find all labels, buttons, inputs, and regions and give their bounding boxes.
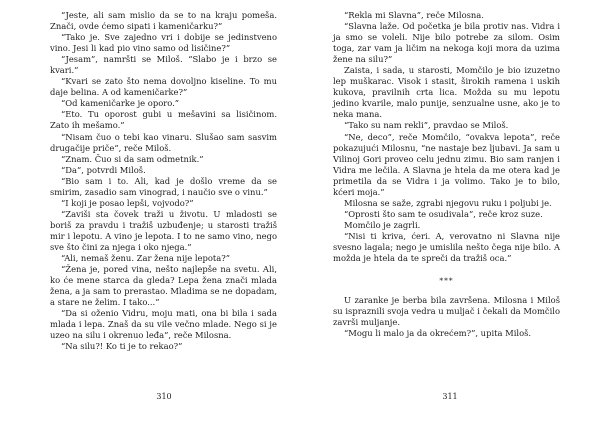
paragraph: “Nisi ti kriva, ćeri. A, verovatno ni Slavna nije svesno lagala; nego je umislila nešto čega nije bilo. A možda je htela da te spreči da tražiš oca.”: [333, 230, 560, 264]
section-separator: ***: [439, 276, 454, 286]
paragraph: “Nisam čuo o tebi kao vinaru. Slušao sam sasvim drugačije priče”, reče Miloš.: [50, 131, 277, 153]
paragraph: “Bio sam i to. Ali, kad je došlo vreme da se smirim, zasadio sam vinograd, i naučio sve o vinu.”: [50, 175, 277, 197]
paragraph: “I koji je posao lepši, vojvodo?”: [61, 197, 194, 208]
paragraph: Zaista, i sada, u starosti, Momčilo je bio izuzetno lep muškarac. Visok i stasit, širokih ramena i uskih kukova, pravilnih crta lica. Možda su mu lepotu jedino kvarile, malo punije, senzualne usne, ako je to neka mana.: [333, 65, 560, 120]
paragraph: “Rekla mi Slavna”, reče Milosna.: [344, 10, 484, 20]
paragraph: “Slavna laže. Od početka je bila protiv nas. Vidra i ja smo se voleli. Nije bilo potrebe za silom. Osim toga, zar vam ja ličim na nekoga koji mora da uzima žene na silu?”: [333, 21, 560, 65]
paragraph: “Zaviši sta čovek traži u životu. U mladosti se boriš za pravdu i tražiš uzbuđenje; u starosti tražiš mir i lepotu. A vino je lepota. I to ne samo vino, nego sve što čini za njega i oko njega.”: [50, 208, 277, 252]
paragraph: “Tako je. Sve zajedno vri i dobije se jedinstveno vino. Jesi li kad pio vino samo od lisičine?”: [50, 32, 277, 54]
right-page: [300, 0, 600, 424]
paragraph: Momčilo je zagrli.: [344, 219, 421, 230]
paragraph: “Ali, nemaš ženu. Zar žena nije lepota?”: [61, 253, 231, 264]
right-page-text: [333, 10, 560, 339]
paragraph: “Od kameničarke je oporo.”: [61, 98, 180, 109]
paragraph: “Na silu?! Ko ti je to rekao?”: [61, 341, 183, 352]
paragraph: “Žena je, pored vina, nešto najlepše na svetu. Ali, ko će mene starca da gleda? Lepa žena znači mlada žena, a ja sam to prerastao. Mladima se ne dopadam, a stare ne želim. I tako...”: [50, 264, 277, 308]
paragraph: “Oprosti što sam te osudivala”, reče kroz suze.: [344, 208, 543, 219]
paragraph: “Kvari se zato što nema dovoljno kiseline. To mu daje belina. A od kameničarke?”: [50, 76, 277, 98]
page-number: 311: [442, 392, 458, 401]
left-page-text: [50, 10, 277, 352]
paragraph: “Jesam”, namršti se Miloš. “Slabo je i brzo se kvari.”: [50, 54, 277, 76]
paragraph: “Da si oženio Vidru, moju mati, ona bi bila i sada mlada i lepa. Znaš da su vile večno mlade. Nego si je uzeo na silu i okrenuo leđa”, reče Milosna.: [50, 308, 277, 341]
page-number: 310: [156, 392, 172, 401]
paragraph: “Jeste, ali sam mislio da se to na kraju pomeša. Znači, ovde ćemo sipati i kameničarku?”: [50, 10, 277, 32]
paragraph: “Eto. Tu oporost gubi u mešavini sa lisičinom. Zato ih mešamo.”: [50, 109, 277, 131]
paragraph: U zaranke je berba bila završena. Milosna i Miloš su ispraznili svoja vedra u muljač i čekali da Momčilo završi muljanje.: [333, 295, 560, 328]
paragraph: Milosna se saže, zgrabi njegovu ruku i poljubi je.: [344, 197, 552, 208]
paragraph: “Da”, potvrdi Miloš.: [61, 164, 146, 175]
paragraph: “Mogu li malo ja da okrećem?”, upita Miloš.: [344, 328, 532, 339]
paragraph: “Tako su nam rekli”, pravdao se Miloš.: [344, 120, 509, 131]
paragraph: “Znam. Čuo si da sam odmetnik.”: [61, 153, 204, 164]
paragraph: “Ne, deco”, reče Momčilo, “ovakva lepota”, reče pokazujući Milosnu, “ne nastaje bez ljubavi. Ja sam u Vilinoj Gori proveo celu jednu zimu. Bio sam ranjen i Vidra me lečila. A Slavna je htela da me otera kad je primetila da se Vidra i ja volimo. Tako je to bilo, kćeri moja.”: [333, 131, 560, 197]
